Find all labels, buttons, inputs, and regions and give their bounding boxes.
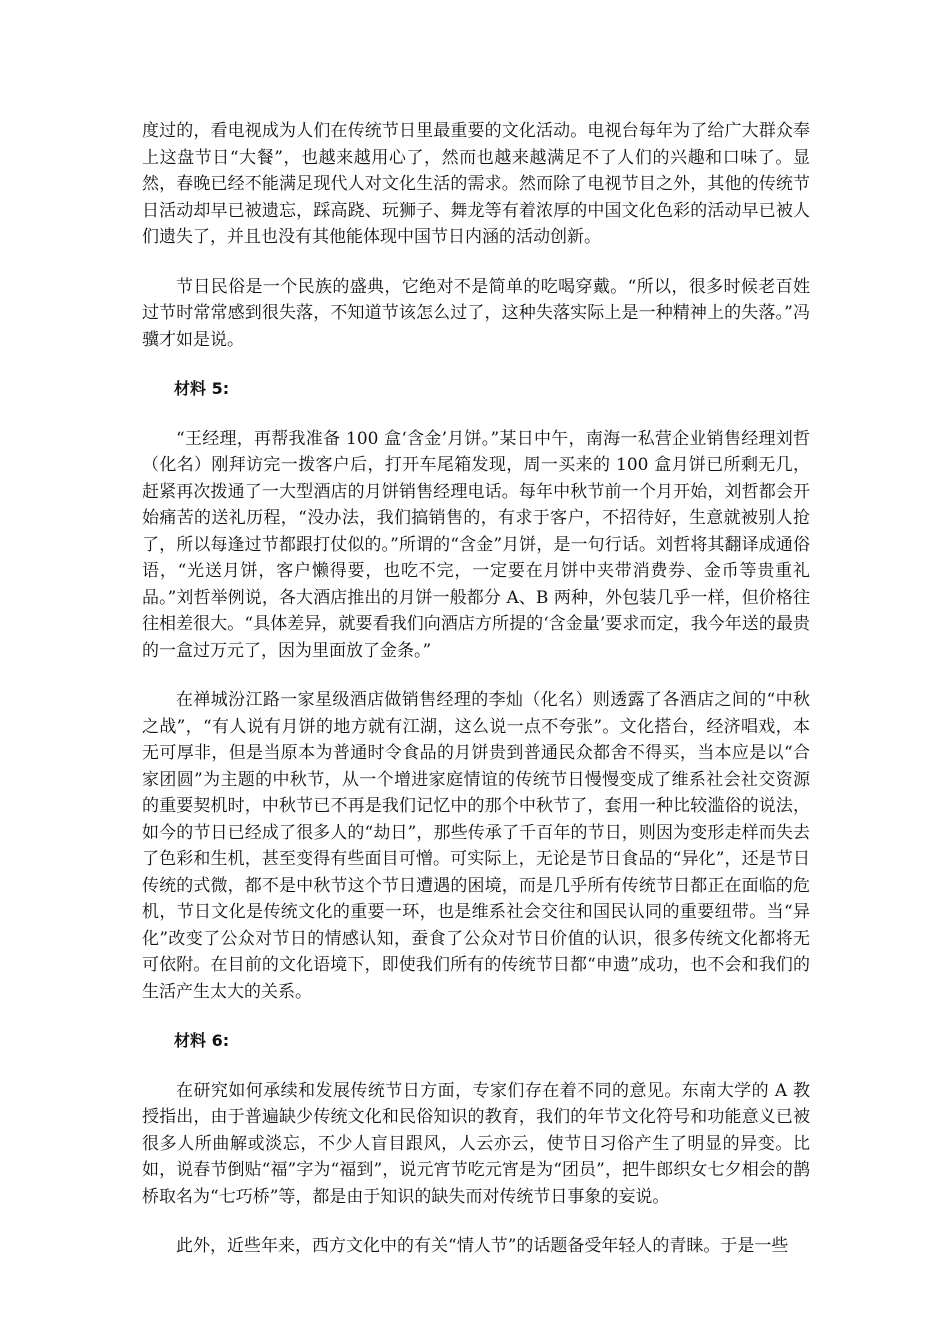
paragraph-4: 在禅城汾江路一家星级酒店做销售经理的李灿（化名）则透露了各酒店之间的“中秋之战”，“有人说有月饼的地方就有江湖，这么说一点不夸张”。文化搭台，经济唱戏，本无可厚非，但是当原本为普通时令食品的月饼贵到普通民众都舍不得买，当本应是以“合家团圆”为主题的中秋节，从一个增进家庭情谊的传统节日慢慢变成了维系社会社交资源的重要契机时，中秋节已不再是我们记忆中的那个中秋节了，套用一种比较滥俗的说法，如今的节日已经成了很多人的“劫日”，那些传承了千百年的节日，则因为变形走样而失去了色彩和生机，甚至变得有些面目可憎。可实际上，无论是节日食品的“异化”，还是节日传统的式微，都不是中秋节这个节日遭遇的困境，而是几乎所有传统节日都正在面临的危机，节日文化是传统文化的重要一环，也是维系社会交往和国民认同的重要纽带。当“异化”改变了公众对节日的情感认知，蚕食了公众对节日价值的认识，很多传统文化都将无可依附。在目前的文化语境下，即使我们所有的传统节日都“申遗”成功，也不会和我们的生活产生太大的关系。 [142, 690, 810, 1002]
paragraph-6: 此外，近些年来，西方文化中的有关“情人节”的话题备受年轻人的青睐。于是一些 [176, 1236, 789, 1256]
paragraph-3: “王经理，再帮我准备 100 盒‘含金’月饼。”某日中午，南海一私营企业销售经理刘哲（化名）刚拜访完一拨客户后，打开车尾箱发现，周一买来的 100 盒月饼已所剩无几，赶紧再次拨通了一大型酒店的月饼销售经理电话。每年中秋节前一个月开始，刘哲都会开始痛苦的送礼历程，“没办法，我们搞销售的，有求于客户，不招待好，生意就被别人抢了，所以每逢过节都跟打仗似的。”所谓的“含金”月饼，是一句行话。刘哲将其翻译成通俗语，“光送月饼，客户懒得要，也吃不完，一定要在月饼中夹带消费券、金币等贵重礼品。”刘哲举例说，各大酒店推出的月饼一般都分 A、B 两种，外包装几乎一样，但价格往往相差很大。“具体差异，就要看我们向酒店方所提的‘含金量’要求而定，我今年送的最贵的一盒过万元了，因为里面放了金条。” [142, 428, 810, 661]
paragraph-2: 节日民俗是一个民族的盛典，它绝对不是简单的吃喝穿戴。“所以，很多时候老百姓过节时常常感到很失落，不知道节该怎么过了，这种失落实际上是一种精神上的失落。”冯骥才如是说。 [142, 276, 810, 350]
section-heading-material-6: 材料 6: [174, 1031, 230, 1050]
paragraph-5: 在研究如何承续和发展传统节日方面，专家们存在着不同的意见。东南大学的 A 教授指出，由于普遍缺少传统文化和民俗知识的教育，我们的年节文化符号和功能意义已被很多人所曲解或淡忘，不少人盲目跟风，人云亦云，使节日习俗产生了明显的异变。比如，说春节倒贴“福”字为“福到”，说元宵节吃元宵是为“团员”，把牛郎织女七夕相会的鹊桥取名为“七巧桥”等，都是由于知识的缺失而对传统节日事象的妄说。 [142, 1080, 810, 1207]
document-page [142, 118, 810, 1283]
paragraph-1: 度过的，看电视成为人们在传统节日里最重要的文化活动。电视台每年为了给广大群众奉上这盘节日“大餐”，也越来越用心了，然而也越来越满足不了人们的兴趣和口味了。显然，春晚已经不能满足现代人对文化生活的需求。然而除了电视节目之外，其他的传统节日活动却早已被遗忘，踩高跷、玩狮子、舞龙等有着浓厚的中国文化色彩的活动早已被人们遗失了，并且也没有其他能体现中国节日内涵的活动创新。 [142, 121, 810, 247]
section-heading-material-5: 材料 5: [174, 379, 230, 398]
